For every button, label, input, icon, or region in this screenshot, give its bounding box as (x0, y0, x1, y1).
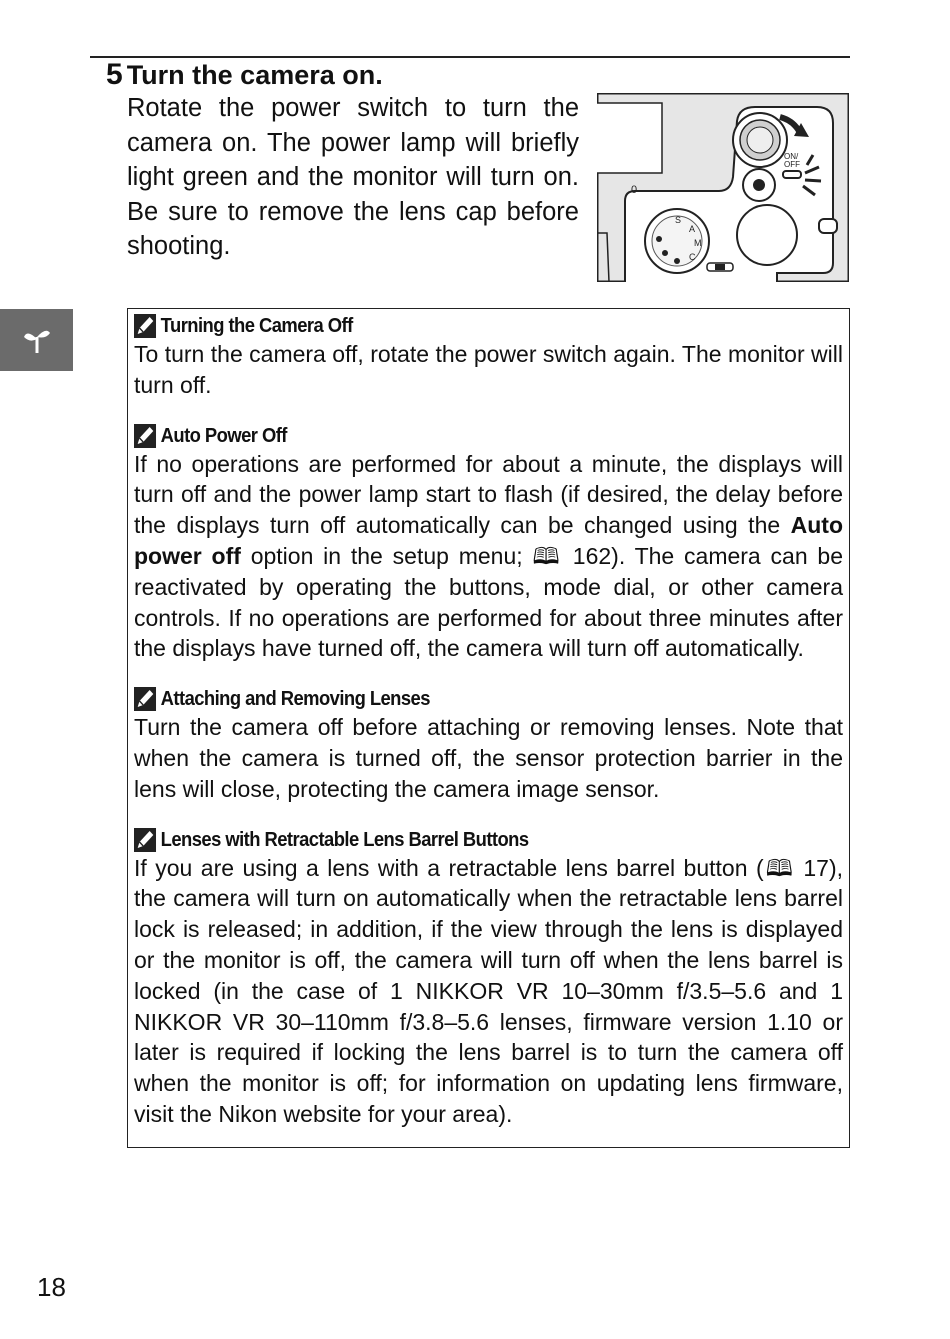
section-tab (0, 309, 73, 371)
step-title: Turn the camera on. (126, 60, 383, 90)
note-auto-power-off (134, 423, 843, 665)
note-body: If you are using a lens with a retractable lens barrel button (🕮 17), the camera will turn on automatically when the retractable lens barrel lock is released; in addition, if the view through the lens is displayed or the monitor is off, the camera will turn off when the lens barrel is locked (in the case of 1 NIKKOR VR 10–30mm f/3.5–5.6 and 1 NIKKOR VR 30–110mm f/3.8–5.6 lenses, firmware version 1.10 or later is required if locking the lens barrel is to turn the camera off when the monitor is off; for information on updating lens firmware, visit the Nikon website for your area). (134, 854, 843, 1127)
page-number: 18 (37, 1272, 66, 1302)
notes-box (127, 308, 850, 1148)
pencil-note-icon (134, 828, 156, 852)
note-title: Auto Power Off (160, 424, 287, 447)
sprout-icon (24, 325, 50, 355)
dial-label-m: M (694, 238, 702, 248)
note-attaching-lenses (134, 686, 843, 804)
menu-option-name: Auto power off (134, 512, 843, 569)
pencil-note-icon (134, 314, 156, 338)
note-turning-off (134, 313, 843, 401)
note-body-text: If no operations are performed for about a minute, the displays will turn off and the power lamp start to flash (if desired, the delay before the displays turn off automatically can be changed using the (134, 450, 843, 539)
on-off-label-1: ON/ (784, 152, 799, 161)
note-body (134, 449, 843, 665)
note-body-text: option in the setup menu; 🕮 162). The camera can be reactivated by operating the buttons, mode dial, or other camera controls. If no operations are performed for about three minutes after the displays have turned off, the camera will turn off automatically. (134, 542, 843, 662)
step-number: 5 (106, 58, 123, 91)
camera-top-illustration (597, 93, 849, 282)
note-retractable-lens (134, 827, 843, 1130)
pencil-note-icon (134, 424, 156, 448)
step-body: Rotate the power switch to turn the camera on. The power lamp will briefly light green and the monitor will turn on. Be sure to remove the lens cap before shooting. (127, 94, 579, 260)
note-body: To turn the camera off, rotate the power switch again. The monitor will turn off. (134, 341, 843, 398)
note-body: Turn the camera off before attaching or removing lenses. Note that when the camera is turned off, the sensor protection barrier in the lens will close, protecting the camera image sensor. (134, 714, 843, 802)
dial-label-c: C (689, 252, 696, 262)
dial-label-s: S (675, 215, 682, 225)
note-title: Turning the Camera Off (160, 315, 353, 337)
dial-label-a: A (689, 224, 696, 234)
pencil-note-icon (134, 687, 156, 711)
note-title: Attaching and Removing Lenses (160, 688, 430, 711)
on-off-label-2: OFF (784, 160, 800, 169)
note-title: Lenses with Retractable Lens Barrel Buttons (160, 828, 529, 851)
zero-label: 0 (631, 184, 638, 196)
step-heading (106, 58, 383, 92)
